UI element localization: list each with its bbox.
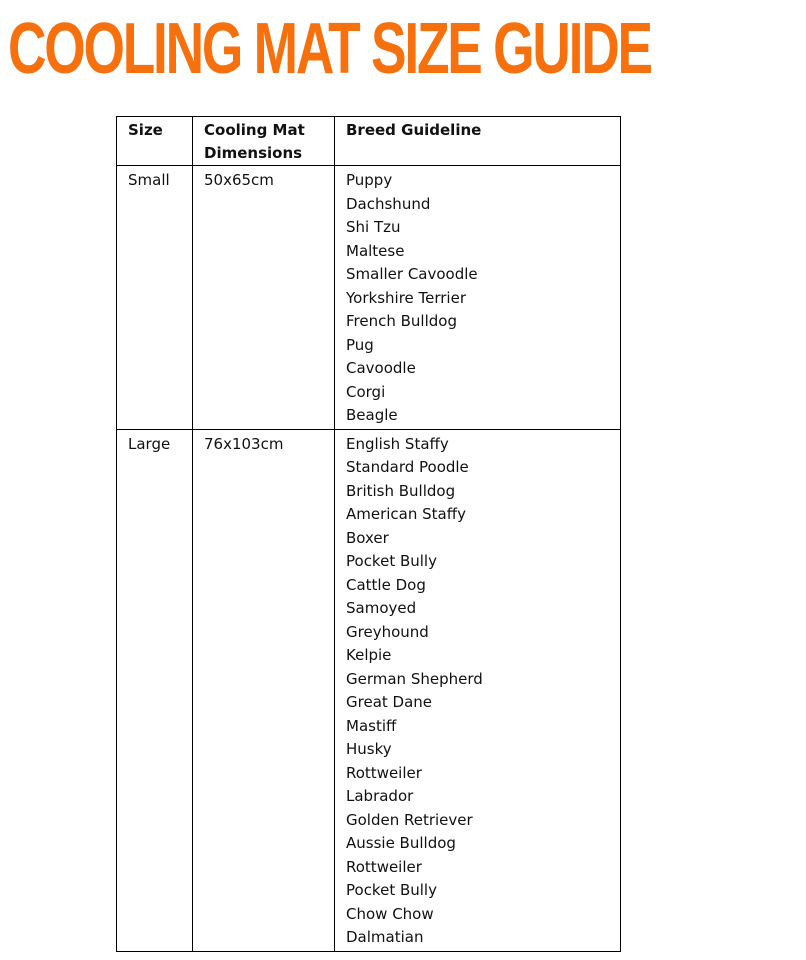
breed-item: Dachshund — [346, 194, 431, 213]
table-row-small — [117, 166, 621, 430]
breed-list — [335, 429, 621, 951]
breed-item: Shi Tzu — [346, 218, 401, 236]
page-title: COOLING MAT SIZE GUIDE — [8, 9, 651, 89]
breed-item: Golden Retriever — [346, 810, 473, 829]
header-size: Size — [117, 117, 193, 166]
breed-item: Dalmatian — [346, 928, 424, 946]
breed-item: Beagle — [346, 406, 398, 424]
breed-item: American Staffy — [346, 505, 466, 523]
size-cell: Small — [117, 166, 193, 430]
breed-item: Pocket Bully — [346, 881, 437, 899]
breed-item: Husky — [346, 740, 392, 758]
breed-item: Boxer — [346, 528, 389, 547]
header-dimensions: Cooling Mat Dimensions — [193, 117, 335, 166]
breed-item: Smaller Cavoodle — [346, 265, 478, 283]
breed-item: Mastiff — [346, 716, 397, 735]
size-guide-table — [116, 116, 621, 952]
dimensions-cell: 50x65cm — [193, 166, 335, 430]
breed-item: Rottweiler — [346, 763, 422, 782]
breed-item: Kelpie — [346, 646, 392, 664]
breed-item: Pocket Bully — [346, 552, 437, 570]
breed-item: Samoyed — [346, 599, 417, 617]
table-header-row — [117, 117, 621, 166]
breed-item: Puppy — [346, 171, 393, 189]
breed-list — [335, 166, 621, 430]
breed-item: Yorkshire Terrier — [346, 288, 466, 307]
breed-item: Greyhound — [346, 622, 429, 641]
dimensions-cell: 76x103cm — [193, 429, 335, 951]
breed-item: French Bulldog — [346, 312, 457, 330]
breed-item: Great Dane — [346, 693, 433, 711]
breed-item: Cattle Dog — [346, 575, 426, 594]
breed-item: English Staffy — [346, 434, 449, 453]
breed-item: Cavoodle — [346, 359, 416, 377]
breed-item: Aussie Bulldog — [346, 834, 456, 852]
table-body — [117, 166, 621, 952]
breed-item: British Bulldog — [346, 481, 456, 500]
breed-item: Maltese — [346, 241, 405, 260]
breed-item: Pug — [346, 335, 374, 354]
table-row-large — [117, 429, 621, 951]
size-cell: Large — [117, 429, 193, 951]
breed-item: German Shepherd — [346, 669, 483, 688]
breed-item: Corgi — [346, 382, 386, 401]
breed-item: Rottweiler — [346, 857, 422, 876]
breed-item: Chow Chow — [346, 904, 434, 923]
header-breed-guideline: Breed Guideline — [335, 117, 621, 166]
breed-item: Standard Poodle — [346, 458, 469, 476]
breed-item: Labrador — [346, 787, 414, 805]
